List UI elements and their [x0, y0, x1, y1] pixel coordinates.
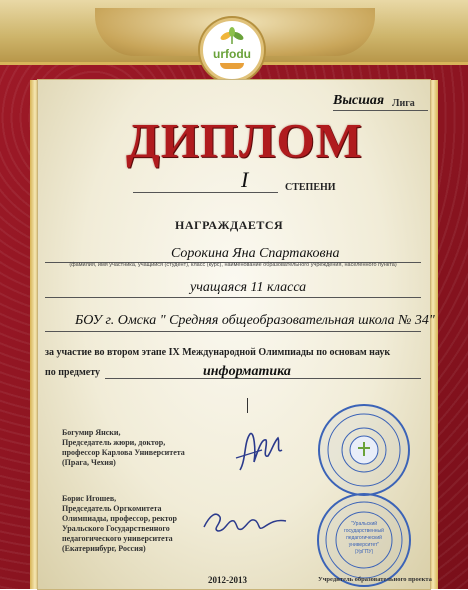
stamp-line-3: педагогический: [346, 535, 382, 541]
university-stamp-art: [319, 495, 409, 585]
degree-value: I: [241, 167, 249, 192]
degree-underline: [133, 192, 278, 193]
league-label: Лига: [392, 98, 415, 109]
degree-label: СТЕПЕНИ: [285, 182, 336, 193]
participant-name: Сорокина Яна Спартаковна: [171, 246, 340, 261]
logo-text: urfodu: [213, 47, 251, 61]
academic-year: 2012-2013: [208, 575, 247, 585]
stamp-top-art: [320, 406, 408, 494]
stamp-line-2: государственный: [344, 528, 384, 534]
participant-school: БОУ г. Омска " Средняя общеобразовательная школа № 34": [75, 313, 435, 328]
leaf-icon: [215, 27, 249, 45]
signatory-jury-chair: Богумир Янски, Председатель жюри, доктор, профессор Карлова Университета (Прага, Чехия): [62, 428, 185, 467]
university-stamp: [317, 493, 411, 587]
stamp-top: [318, 404, 410, 496]
league-value: Высшая: [333, 93, 385, 108]
school-underline: [45, 331, 421, 332]
hand-icon: [220, 63, 244, 69]
stamp-line-1: "Уральский: [350, 521, 378, 527]
signature-jury-chair: [232, 420, 290, 478]
league-underline: [333, 110, 428, 111]
subject-value: информатика: [203, 364, 291, 379]
awarded-label: НАГРАЖДАЕТСЯ: [175, 218, 284, 232]
stamp-line-5: (УрГПУ): [354, 549, 374, 555]
stamp-line-4: университет": [348, 542, 380, 548]
grade-underline: [45, 297, 421, 298]
participant-hint: (фамилия, имя участника, учащийся (студент), класс (курс), наименование образовательного учреждения, населенного пункта): [69, 262, 397, 268]
stamp-caption: Учредитель образовательного проекта: [318, 576, 432, 583]
urfodu-logo: [200, 18, 264, 82]
text-cursor: [247, 398, 248, 413]
subject-label: по предмету: [45, 367, 100, 378]
participant-grade: учащаяся 11 класса: [190, 280, 307, 295]
participation-text: за участие во втором этапе IX Международной Олимпиады по основам наук: [45, 347, 391, 358]
certificate-title: ДИПЛОМ: [126, 113, 363, 168]
signature-organizer: [198, 505, 293, 537]
signatory-organizer: Борис Игошев, Председатель Оргкомитета Олимпиады, профессор, ректор Уральского Государственного педагогического университета (Екатеринбург, Россия): [62, 494, 177, 553]
